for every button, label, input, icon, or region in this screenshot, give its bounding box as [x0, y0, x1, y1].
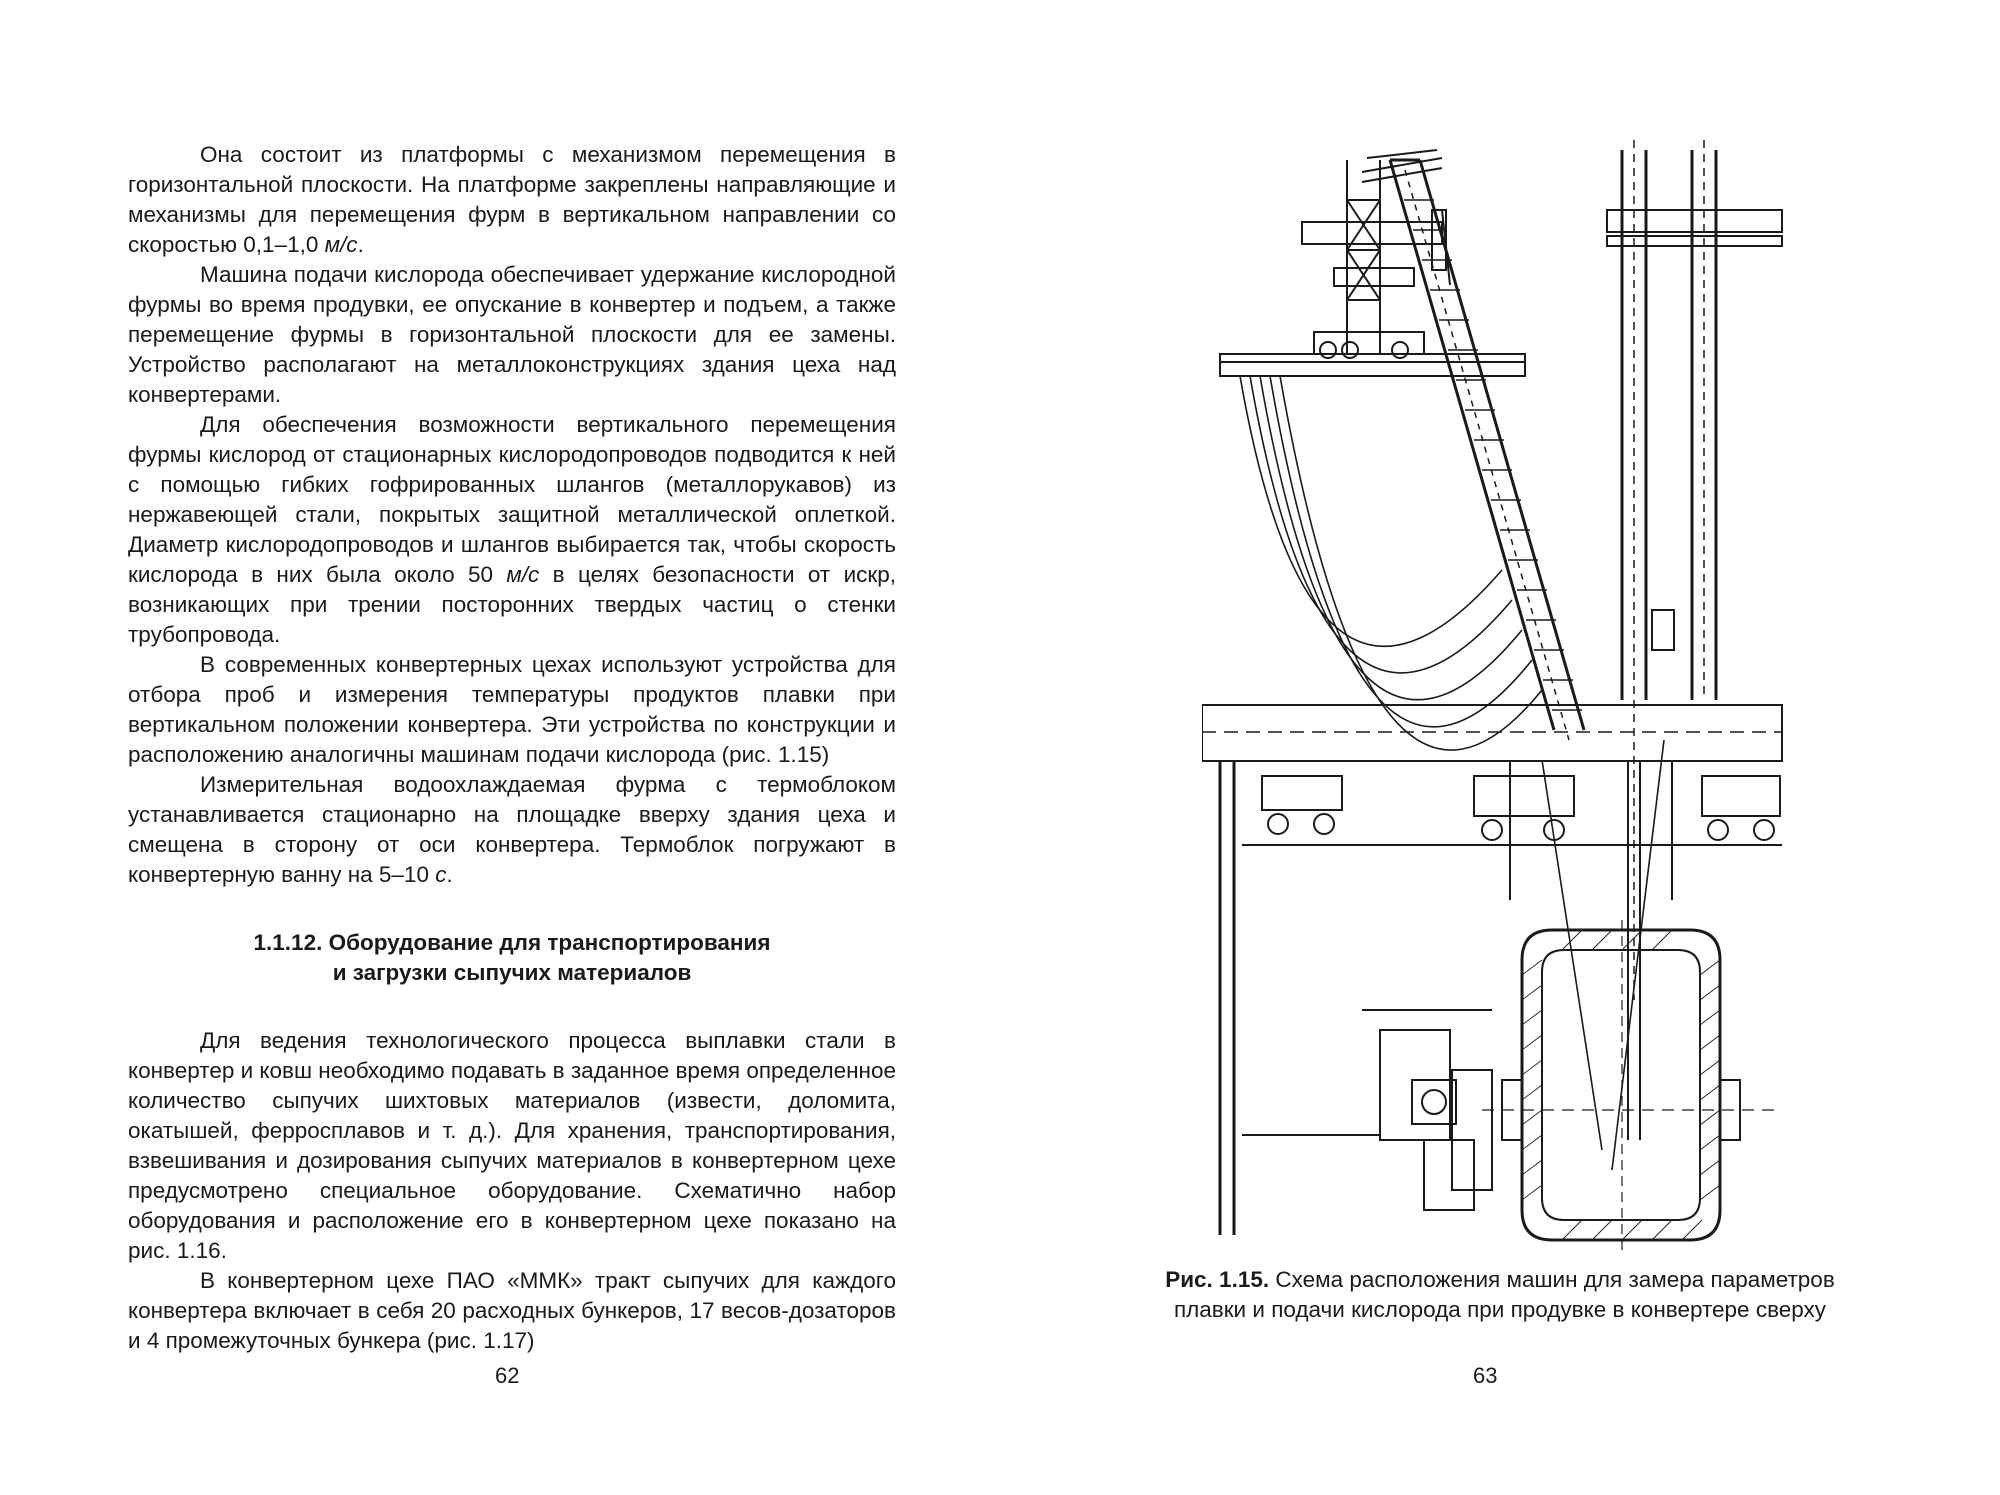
- paragraph-text: .: [446, 862, 453, 887]
- technical-drawing: [1202, 140, 1802, 1250]
- paragraphs-after-heading: [128, 1026, 896, 1356]
- section-heading: [128, 928, 896, 988]
- paragraph-text: Для обеспечения возможности вертикального перемещения фурмы кислород от стационарных кислородопроводов подводится к ней с помощью гибких гофрированных шлангов (металлорукавов) из нержавеющей стали, покрытых защитной металлической оплеткой. Диаметр кислородопроводов и шлангов выбирается так, чтобы скорость кислорода в них была около 50: [128, 412, 896, 587]
- figure-caption: [1090, 1265, 1910, 1325]
- figure-oxygen-lance-machines: [1202, 140, 1802, 1250]
- section-heading-line2: и загрузки сыпучих материалов: [332, 960, 692, 985]
- unit-text: м/с: [324, 232, 358, 257]
- paragraph: [128, 260, 896, 410]
- page-number-left: 62: [495, 1363, 520, 1388]
- caption-label: Рис. 1.15.: [1165, 1267, 1270, 1292]
- paragraph: [128, 650, 896, 770]
- unit-text: м/с: [506, 562, 540, 587]
- paragraph-text: В конвертерном цехе ПАО «ММК» тракт сыпучих для каждого конвертера включает в себя 20 расходных бункеров, 17 весов-дозаторов и 4 промежуточных бункера (рис. 1.17): [128, 1268, 896, 1353]
- paragraph-text: Машина подачи кислорода обеспечивает удержание кислородной фурмы во время продувки, ее опускание в конвертер и подъем, а также перемещение фурмы в горизонтальной плоскости для ее замены. Устройство располагают на металлоконструкциях здания цеха над конвертерами.: [128, 262, 896, 407]
- caption-text-line2: плавки и подачи кислорода при продувке в конвертере сверху: [1173, 1297, 1827, 1322]
- paragraphs-before-heading: [128, 140, 896, 890]
- caption-text-line1: Схема расположения машин для замера параметров: [1269, 1267, 1835, 1292]
- paragraph-text: Она состоит из платформы с механизмом перемещения в горизонтальной плоскости. На платформе закреплены направляющие и механизмы для перемещения фурм в вертикальном направлении со скоростью 0,1–1,0: [128, 142, 896, 257]
- left-text-column: [128, 140, 896, 1356]
- paragraph-text: .: [357, 232, 364, 257]
- caption-line1: [1090, 1265, 1910, 1295]
- paragraph-text: Измерительная водоохлаждаемая фурма с термоблоком устанавливается стационарно на площадке вверху здания цеха и смещена в сторону от оси конвертера. Термоблок погружают в конвертерную ванну на 5–10: [128, 772, 896, 887]
- working-floor-beam: [1202, 705, 1782, 761]
- unit-text: с: [435, 862, 447, 887]
- paragraph-text: в целях безопасности от искр, возникающих при трении посторонних твердых частиц о стенки трубопровода.: [128, 562, 896, 647]
- paragraph: [128, 770, 896, 890]
- paragraph: [128, 140, 896, 260]
- paragraph-text: Для ведения технологического процесса выплавки стали в конвертер и ковш необходимо подавать в заданное время определенное количество сыпучих шихтовых материалов (извести, доломита, окатышей, ферросплавов и т. д.). Для хранения, транспортирования, взвешивания и дозирования сыпучих материалов в конвертерном цехе предусмотрено специальное оборудование. Схематично набор оборудования и расположение его в конвертерном цехе показано на рис. 1.16.: [128, 1028, 896, 1263]
- paragraph: [128, 1026, 896, 1266]
- paragraph: [128, 410, 896, 650]
- converter-vessel: [1522, 930, 1720, 1240]
- paragraph: [128, 1266, 896, 1356]
- page-number-right: 63: [1473, 1363, 1498, 1388]
- section-heading-line1: 1.1.12. Оборудование для транспортирования: [253, 930, 771, 955]
- paragraph-text: В современных конвертерных цехах используют устройства для отбора проб и измерения температуры продуктов плавки при вертикальном положении конвертера. Эти устройства по конструкции и расположению аналогичны машинам подачи кислорода (рис. 1.15): [128, 652, 896, 767]
